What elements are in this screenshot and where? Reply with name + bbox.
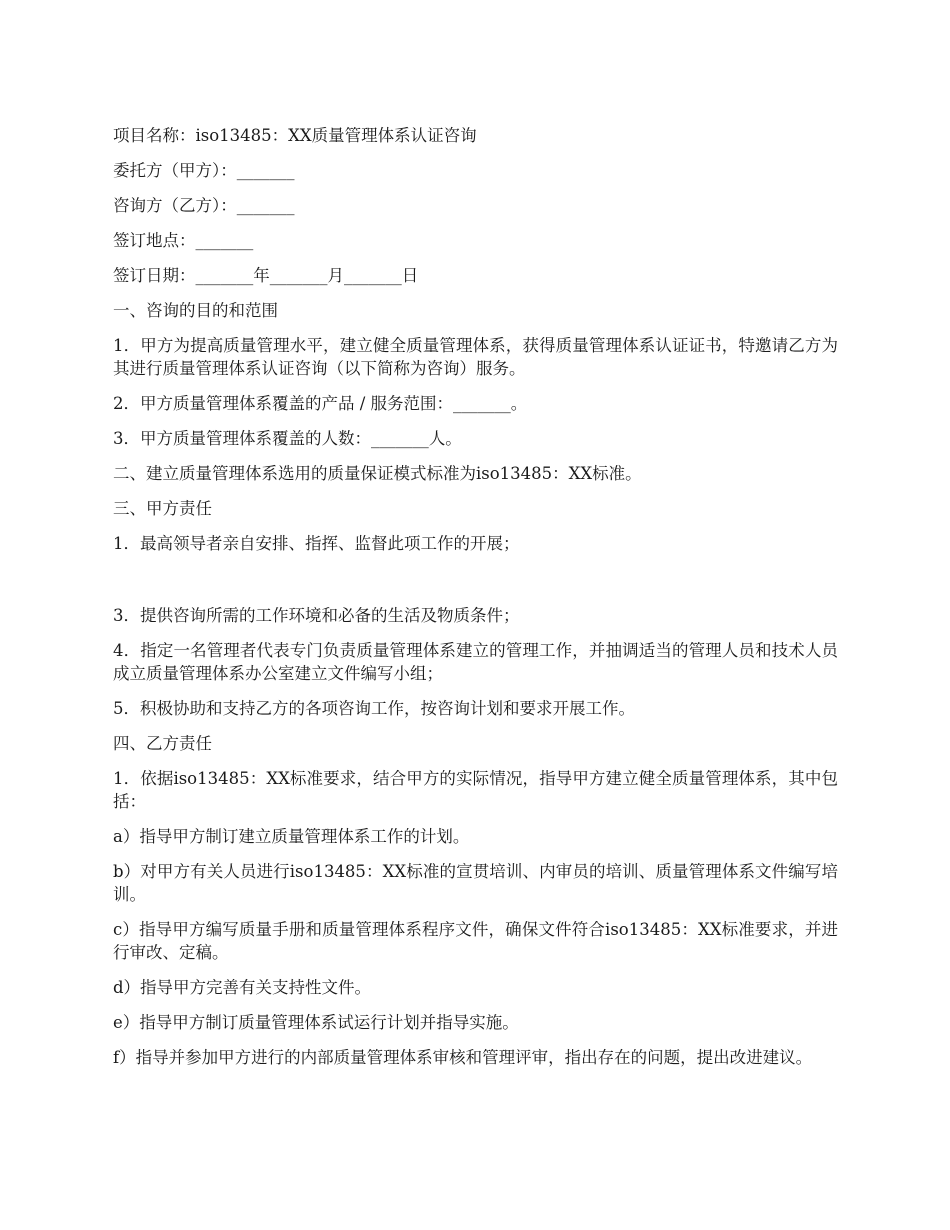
- clause-3-4: 4．指定一名管理者代表专门负责质量管理体系建立的管理工作，并抽调适当的管理人员和技术人员成立质量管理体系办公室建立文件编写小组；: [113, 641, 838, 683]
- section-heading-purpose-scope: 一、咨询的目的和范围: [113, 301, 278, 320]
- section-heading-party-b: 四、乙方责任: [113, 734, 212, 753]
- clause-1-1: 1．甲方为提高质量管理水平，建立健全质量管理体系，获得质量管理体系认证证书，特邀请乙方为其进行质量管理体系认证咨询（以下简称为咨询）服务。: [113, 336, 838, 378]
- clause-3-3: 3．提供咨询所需的工作环境和必备的生活及物质条件；: [113, 606, 520, 625]
- document-body: [113, 124, 838, 1081]
- clause-4-1-f: f）指导并参加甲方进行的内部质量管理体系审核和管理评审，指出存在的问题，提出改进建议。: [113, 1048, 813, 1067]
- clause-4-1-c: c）指导甲方编写质量手册和质量管理体系程序文件，确保文件符合iso13485：XX标准要求，并进行审改、定稿。: [113, 920, 838, 962]
- blank-gap: [113, 567, 838, 604]
- clause-4-1: 1．依据iso13485：XX标准要求，结合甲方的实际情况，指导甲方建立健全质量管理体系，其中包括：: [113, 769, 838, 811]
- clause-1-2: 2．甲方质量管理体系覆盖的产品 / 服务范围：_______。: [113, 394, 528, 413]
- clause-4-1-d: d）指导甲方完善有关支持性文件。: [113, 978, 372, 997]
- project-name-line: 项目名称：iso13485：XX质量管理体系认证咨询: [113, 126, 477, 145]
- signing-place-line: 签订地点：_______: [113, 231, 254, 250]
- clause-4-1-a: a）指导甲方制订建立质量管理体系工作的计划。: [113, 827, 470, 846]
- clause-3-1: 1．最高领导者亲自安排、指挥、监督此项工作的开展；: [113, 534, 520, 553]
- section-heading-standard: 二、建立质量管理体系选用的质量保证模式标准为iso13485：XX标准。: [113, 464, 642, 483]
- section-heading-party-a: 三、甲方责任: [113, 499, 212, 518]
- clause-1-3: 3．甲方质量管理体系覆盖的人数：_______人。: [113, 429, 462, 448]
- clause-4-1-e: e）指导甲方制订质量管理体系试运行计划并指导实施。: [113, 1013, 519, 1032]
- consultant-party-line: 咨询方（乙方）：_______: [113, 196, 295, 215]
- clause-4-1-b: b）对甲方有关人员进行iso13485：XX标准的宣贯培训、内审员的培训、质量管理体系文件编写培训。: [113, 862, 838, 904]
- clause-3-5: 5．积极协助和支持乙方的各项咨询工作，按咨询计划和要求开展工作。: [113, 699, 635, 718]
- signing-date-line: 签订日期：_______年_______月_______日: [113, 266, 419, 285]
- client-party-line: 委托方（甲方）：_______: [113, 161, 295, 180]
